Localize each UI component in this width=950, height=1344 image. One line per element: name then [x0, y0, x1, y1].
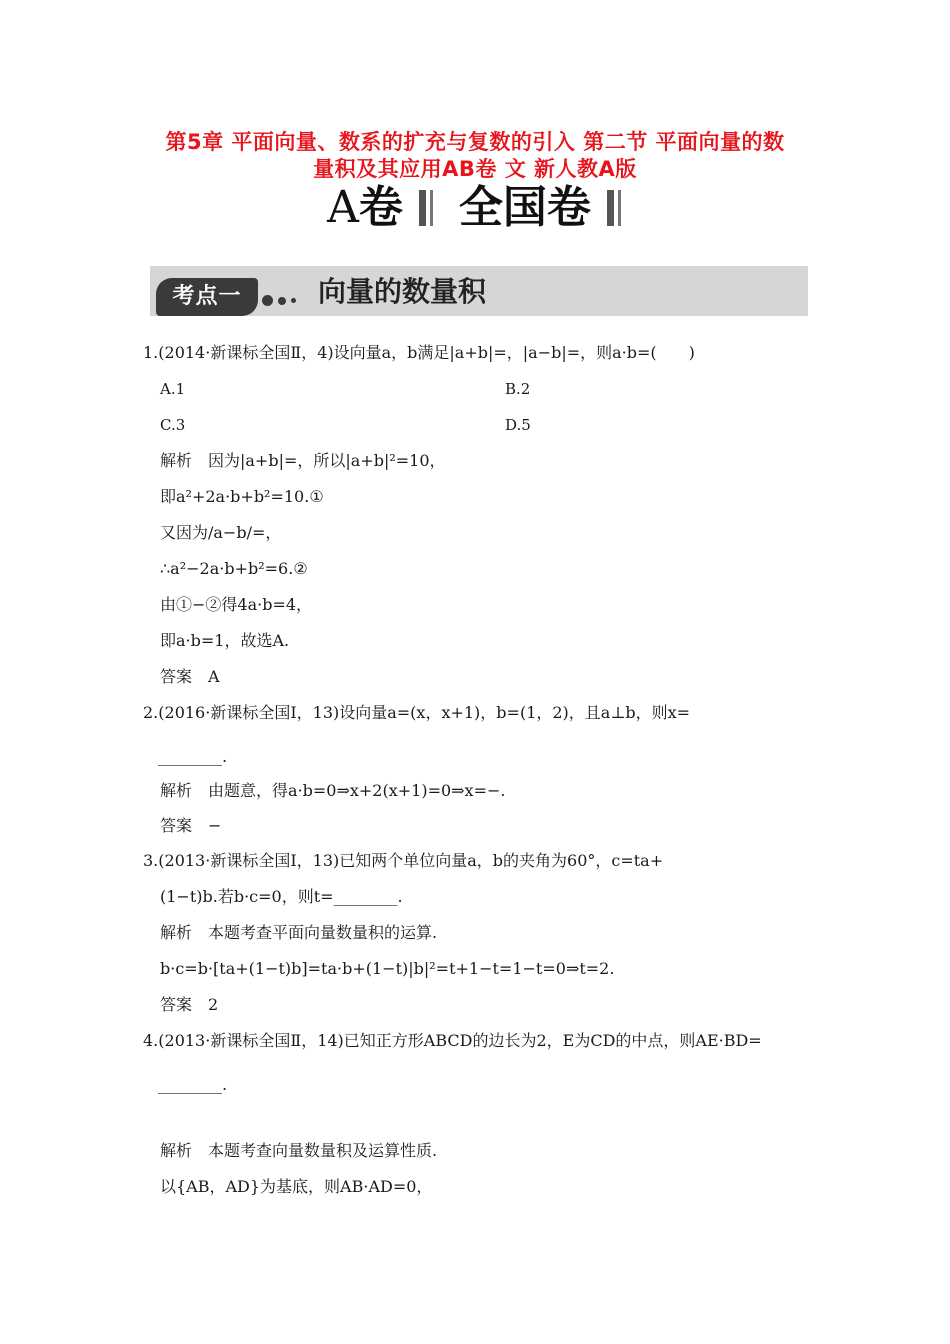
section-badge: 考点一	[156, 278, 258, 316]
heading-bar-decoration	[430, 190, 433, 226]
q1-solution-line: 解析 因为|a+b|=，所以|a+b|²=10，	[160, 451, 446, 470]
q3-solution: 解析 本题考查平面向量数量积的运算.	[160, 923, 438, 942]
q2-answer: 答案 −	[160, 816, 222, 835]
volume-juan: 卷	[358, 182, 403, 233]
q1-option-a: A.1	[160, 380, 186, 398]
q1-option-b: B.2	[505, 380, 531, 398]
q1-solution-line: 即a·b=1，故选A.	[160, 631, 290, 650]
q1-solution-line: 由①−②得4a·b=4，	[160, 595, 313, 614]
q4-solution: 以{AB，AD}为基底，则AB·AD=0，	[160, 1177, 433, 1196]
q1-option-c: C.3	[160, 416, 186, 434]
q1-stem: 1.(2014·新课标全国Ⅱ，4)设向量a，b满足|a+b|=，|a−b|=，则a·b=( )	[143, 343, 695, 362]
q2-stem-blank: ________.	[158, 747, 228, 766]
banner-dots	[262, 290, 301, 309]
q4-stem: 4.(2013·新课标全国Ⅱ，14)已知正方形ABCD的边长为2，E为CD的中点，则AE·BD=	[143, 1031, 762, 1050]
volume-name: 全国卷	[458, 182, 591, 233]
q4-solution: 解析 本题考查向量数量积及运算性质.	[160, 1141, 438, 1160]
q3-solution: b·c=b·[ta+(1−t)b]=ta·b+(1−t)|b|²=t+1−t=1−t=0⇒t=2.	[160, 959, 615, 978]
q1-answer: 答案 A	[160, 667, 220, 686]
q3-stem-cont: (1−t)b.若b·c=0，则t=________.	[160, 887, 403, 906]
doc-title-line-2: 量积及其应用AB卷 文 新人教A版	[313, 157, 637, 181]
section-banner	[150, 266, 808, 316]
doc-title-line-1: 第5章 平面向量、数系的扩充与复数的引入 第二节 平面向量的数	[165, 130, 785, 154]
section-title: 向量的数量积	[318, 275, 487, 308]
heading-bar-decoration	[607, 190, 614, 226]
q2-stem: 2.(2016·新课标全国Ⅰ，13)设向量a=(x，x+1)，b=(1，2)，且a⊥b，则x=	[143, 703, 691, 722]
heading-bar-decoration	[618, 190, 621, 226]
q3-answer: 答案 2	[160, 995, 219, 1014]
q1-solution-line: 又因为/a−b/=，	[160, 523, 282, 542]
q4-stem-blank: ________.	[158, 1075, 228, 1094]
q1-option-d: D.5	[505, 416, 531, 434]
q3-stem: 3.(2013·新课标全国Ⅰ，13)已知两个单位向量a，b的夹角为60°，c=ta+	[143, 851, 664, 870]
q1-solution-line: 即a²+2a·b+b²=10.①	[160, 487, 324, 506]
volume-letter: A	[327, 182, 359, 233]
q2-solution: 解析 由题意，得a·b=0⇒x+2(x+1)=0⇒x=−.	[160, 781, 506, 800]
q1-solution-line: ∴a²−2a·b+b²=6.②	[160, 559, 308, 578]
heading-bar-decoration	[419, 190, 426, 226]
volume-heading	[0, 180, 950, 236]
